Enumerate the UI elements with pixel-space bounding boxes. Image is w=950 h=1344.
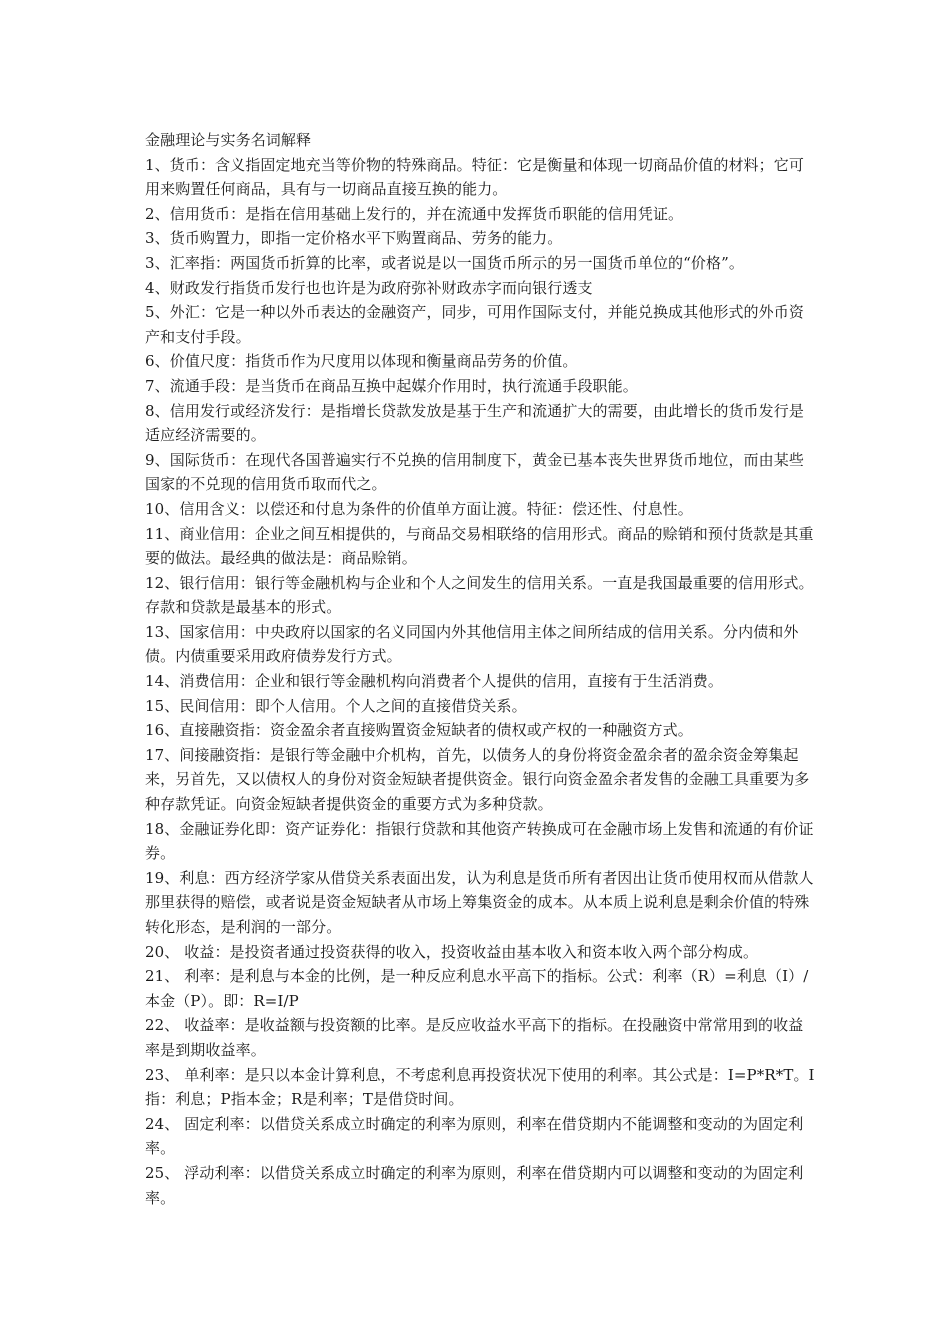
glossary-entry: 25、 浮动利率：以借贷关系成立时确定的利率为原则，利率在借贷期内可以调整和变动的为固定利率。 bbox=[145, 1163, 804, 1207]
glossary-entry: 7、流通手段：是当货币在商品互换中起媒介作用时，执行流通手段职能。 bbox=[145, 376, 638, 395]
glossary-entry: 9、国际货币：在现代各国普遍实行不兑换的信用制度下，黄金已基本丧失世界货币地位，而由某些国家的不兑现的信用货币取而代之。 bbox=[145, 450, 804, 494]
glossary-entry: 11、商业信用：企业之间互相提供的，与商品交易相联络的信用形式。商品的赊销和预付货款是其重要的做法。最经典的做法是：商品赊销。 bbox=[145, 524, 814, 568]
glossary-entry: 6、价值尺度：指货币作为尺度用以体现和衡量商品劳务的价值。 bbox=[145, 352, 578, 371]
glossary-entry: 18、金融证券化即：资产证券化：指银行贷款和其他资产转换成可在金融市场上发售和流通的有价证券。 bbox=[145, 819, 814, 863]
glossary-entry: 20、 收益：是投资者通过投资获得的收入，投资收益由基本收入和资本收入两个部分构成。 bbox=[145, 942, 759, 961]
glossary-entry: 23、 单利率：是只以本金计算利息，不考虑利息再投资状况下使用的利率。其公式是：I=P*R*T。I指：利息；P指本金；R是利率；T是借贷时间。 bbox=[145, 1065, 815, 1109]
glossary-entry: 2、信用货币：是指在信用基础上发行的，并在流通中发挥货币职能的信用凭证。 bbox=[145, 204, 684, 223]
glossary-entry: 8、信用发行或经济发行：是指增长贷款发放是基于生产和流通扩大的需要，由此增长的货币发行是适应经济需要的。 bbox=[145, 401, 804, 445]
glossary-entry: 24、 固定利率：以借贷关系成立时确定的利率为原则，利率在借贷期内不能调整和变动的为固定利率。 bbox=[145, 1114, 804, 1158]
document-body bbox=[145, 128, 817, 1210]
glossary-entry: 5、外汇：它是一种以外币表达的金融资产，同步，可用作国际支付，并能兑换成其他形式的外币资产和支付手段。 bbox=[145, 303, 804, 346]
glossary-entry: 12、银行信用：银行等金融机构与企业和个人之间发生的信用关系。一直是我国最重要的信用形式。存款和贷款是最基本的形式。 bbox=[145, 573, 814, 617]
glossary-entry: 22、 收益率：是收益额与投资额的比率。是反应收益水平高下的指标。在投融资中常常用到的收益率是到期收益率。 bbox=[145, 1016, 804, 1059]
document-title: 金融理论与实务名词解释 bbox=[145, 131, 312, 149]
glossary-entry: 17、间接融资指：是银行等金融中介机构，首先，以债务人的身份将资金盈余者的盈余资金筹集起来，另首先，又以债权人的身份对资金短缺者提供资金。银行向资金盈余者发售的金融工具重要为多种存款凭证。向资金短缺者提供资金的重要方式为多种贷款。 bbox=[145, 745, 810, 814]
glossary-entry: 21、 利率：是利息与本金的比例，是一种反应利息水平高下的指标。公式：利率（R）=利息（I）/本金（P）。即：R=I/P bbox=[145, 967, 809, 1010]
glossary-list bbox=[145, 153, 817, 1211]
glossary-entry: 14、消费信用：企业和银行等金融机构向消费者个人提供的信用，直接有于生活消费。 bbox=[145, 672, 723, 691]
glossary-entry: 15、民间信用：即个人信用。个人之间的直接借贷关系。 bbox=[145, 696, 527, 715]
glossary-entry: 10、信用含义：以偿还和付息为条件的价值单方面让渡。特征：偿还性、付息性。 bbox=[145, 499, 693, 518]
glossary-entry: 3、货币购置力，即指一定价格水平下购置商品、劳务的能力。 bbox=[145, 229, 563, 248]
glossary-entry: 1、货币：含义指固定地充当等价物的特殊商品。特征：它是衡量和体现一切商品价值的材料；它可用来购置任何商品，具有与一切商品直接互换的能力。 bbox=[145, 155, 804, 199]
glossary-entry: 19、利息：西方经济学家从借贷关系表面出发，认为利息是货币所有者因出让货币使用权而从借款人那里获得的赔偿，或者说是资金短缺者从市场上筹集资金的成本。从本质上说利息是剩余价值的特殊转化形态，是利润的一部分。 bbox=[145, 868, 814, 936]
glossary-entry: 3、汇率指：两国货币折算的比率，或者说是以一国货币所示的另一国货币单位的“价格”。 bbox=[145, 253, 744, 272]
glossary-entry: 16、直接融资指：资金盈余者直接购置资金短缺者的债权或产权的一种融资方式。 bbox=[145, 721, 693, 740]
glossary-entry: 4、财政发行指货币发行也也许是为政府弥补财政赤字而向银行透支 bbox=[145, 278, 593, 297]
glossary-entry: 13、国家信用：中央政府以国家的名义同国内外其他信用主体之间所结成的信用关系。分内债和外债。内债重要采用政府债券发行方式。 bbox=[145, 622, 799, 666]
